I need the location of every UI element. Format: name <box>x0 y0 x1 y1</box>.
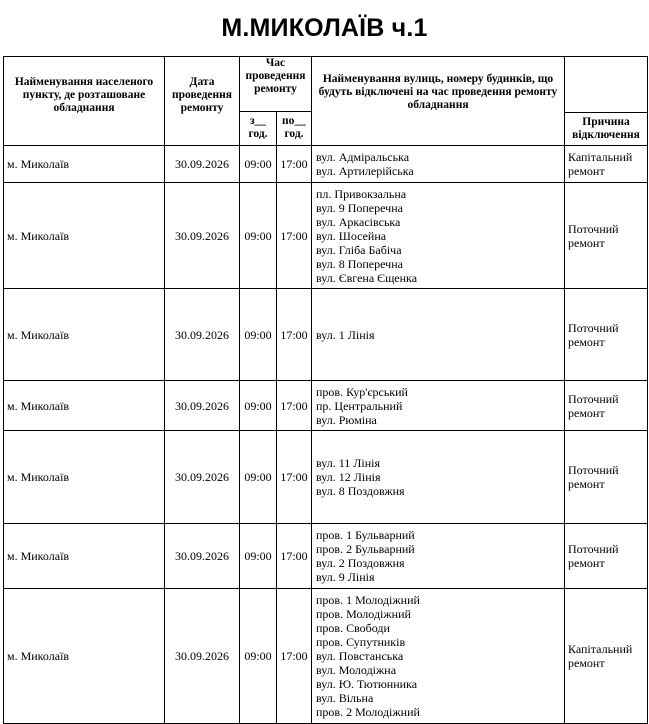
street-item: пров. 2 Молодіжний <box>316 705 420 719</box>
header-reason-spacer <box>565 57 648 112</box>
time-from-cell: 09:00 <box>240 183 277 289</box>
table-row <box>4 524 648 589</box>
date-cell: 30.09.2026 <box>165 146 240 183</box>
streets-cell <box>312 289 565 381</box>
table-row <box>4 589 648 724</box>
table-row <box>4 381 648 431</box>
date-cell: 30.09.2026 <box>165 589 240 724</box>
reason-cell: Капітальний ремонт <box>565 589 648 724</box>
time-from-cell: 09:00 <box>240 289 277 381</box>
street-item: вул. 12 Лінія <box>316 470 381 484</box>
date-cell: 30.09.2026 <box>165 524 240 589</box>
street-item: вул. 8 Поздовжня <box>316 484 405 498</box>
street-item: вул. Адміральська <box>316 150 410 164</box>
header-time-from: з__ год. <box>240 112 277 146</box>
outage-table <box>3 56 648 724</box>
street-item: вул. 9 Поперечна <box>316 200 403 215</box>
settlement-cell: м. Миколаїв <box>4 381 165 431</box>
street-item: пров. 1 Молодіжний <box>316 593 420 607</box>
street-item: вул. 9 Лінія <box>316 570 375 584</box>
streets-cell <box>312 183 565 289</box>
table-row <box>4 431 648 524</box>
date-cell: 30.09.2026 <box>165 431 240 524</box>
header-streets: Найменування вулиць, номеру будинків, що будуть відключені на час проведення ремонту обладнання <box>312 57 565 146</box>
settlement-cell: м. Миколаїв <box>4 183 165 289</box>
time-to-cell: 17:00 <box>277 183 312 289</box>
settlement-cell: м. Миколаїв <box>4 589 165 724</box>
page-title: М.МИКОЛАЇВ ч.1 <box>221 14 428 42</box>
time-to-cell: 17:00 <box>277 381 312 431</box>
street-item: пров. 2 Бульварний <box>316 542 415 556</box>
header-reason-label: Причина відключення <box>565 112 647 142</box>
time-from-cell: 09:00 <box>240 589 277 724</box>
street-item: вул. Вільна <box>316 691 374 705</box>
street-item: вул. 8 Поперечна <box>316 256 403 271</box>
street-item: пров. Свободи <box>316 621 390 635</box>
header-time-to: по__ год. <box>277 112 312 146</box>
street-item: вул. 11 Лінія <box>316 456 381 470</box>
reason-cell: Поточний ремонт <box>565 431 648 524</box>
header-time: Час проведення ремонту <box>240 57 312 112</box>
streets-cell <box>312 146 565 183</box>
header-date: Дата проведення ремонту <box>165 57 240 146</box>
street-item: пров. Супутників <box>316 635 406 649</box>
date-cell: 30.09.2026 <box>165 381 240 431</box>
street-item: вул. Євгена Єщенка <box>316 270 418 285</box>
header-reason <box>565 112 648 146</box>
reason-cell: Капітальний ремонт <box>565 146 648 183</box>
street-item: пров. Кур'єрський <box>316 384 408 399</box>
settlement-cell: м. Миколаїв <box>4 431 165 524</box>
reason-cell: Поточний ремонт <box>565 524 648 589</box>
street-item: вул. 2 Поздовжня <box>316 556 405 570</box>
streets-cell <box>312 589 565 724</box>
settlement-cell: м. Миколаїв <box>4 289 165 381</box>
street-item: вул. Ю. Тютюнника <box>316 677 418 691</box>
table-row <box>4 289 648 381</box>
street-item: вул. Шосейна <box>316 228 387 243</box>
time-from-cell: 09:00 <box>240 431 277 524</box>
table-body <box>4 146 648 724</box>
date-cell: 30.09.2026 <box>165 289 240 381</box>
time-to-cell: 17:00 <box>277 146 312 183</box>
time-from-cell: 09:00 <box>240 524 277 589</box>
time-to-cell: 17:00 <box>277 589 312 724</box>
table-header <box>4 57 648 146</box>
street-item: вул. 1 Лінія <box>316 327 375 342</box>
time-to-cell: 17:00 <box>277 289 312 381</box>
time-to-cell: 17:00 <box>277 524 312 589</box>
settlement-cell: м. Миколаїв <box>4 146 165 183</box>
reason-cell: Поточний ремонт <box>565 381 648 431</box>
time-from-cell: 09:00 <box>240 146 277 183</box>
time-from-cell: 09:00 <box>240 381 277 431</box>
streets-cell <box>312 524 565 589</box>
table-row <box>4 183 648 289</box>
street-item: пр. Центральний <box>316 398 403 413</box>
street-item: пл. Привокзальна <box>316 186 407 201</box>
street-item: вул. Рюміна <box>316 412 377 427</box>
street-item: вул. Артилерійська <box>316 164 414 178</box>
street-item: вул. Гліба Бабіча <box>316 242 402 257</box>
street-item: вул. Аркасівська <box>316 214 401 229</box>
street-item: пров. 1 Бульварний <box>316 528 415 542</box>
date-cell: 30.09.2026 <box>165 183 240 289</box>
time-to-cell: 17:00 <box>277 431 312 524</box>
settlement-cell: м. Миколаїв <box>4 524 165 589</box>
header-settlement: Найменування населеного пункту, де розташоване обладнання <box>4 57 165 146</box>
reason-cell: Поточний ремонт <box>565 289 648 381</box>
streets-cell <box>312 431 565 524</box>
street-item: пров. Молодіжний <box>316 607 411 621</box>
table-row <box>4 146 648 183</box>
reason-cell: Поточний ремонт <box>565 183 648 289</box>
street-item: вул. Повстанська <box>316 649 404 663</box>
streets-cell <box>312 381 565 431</box>
street-item: вул. Молодіжна <box>316 663 397 677</box>
